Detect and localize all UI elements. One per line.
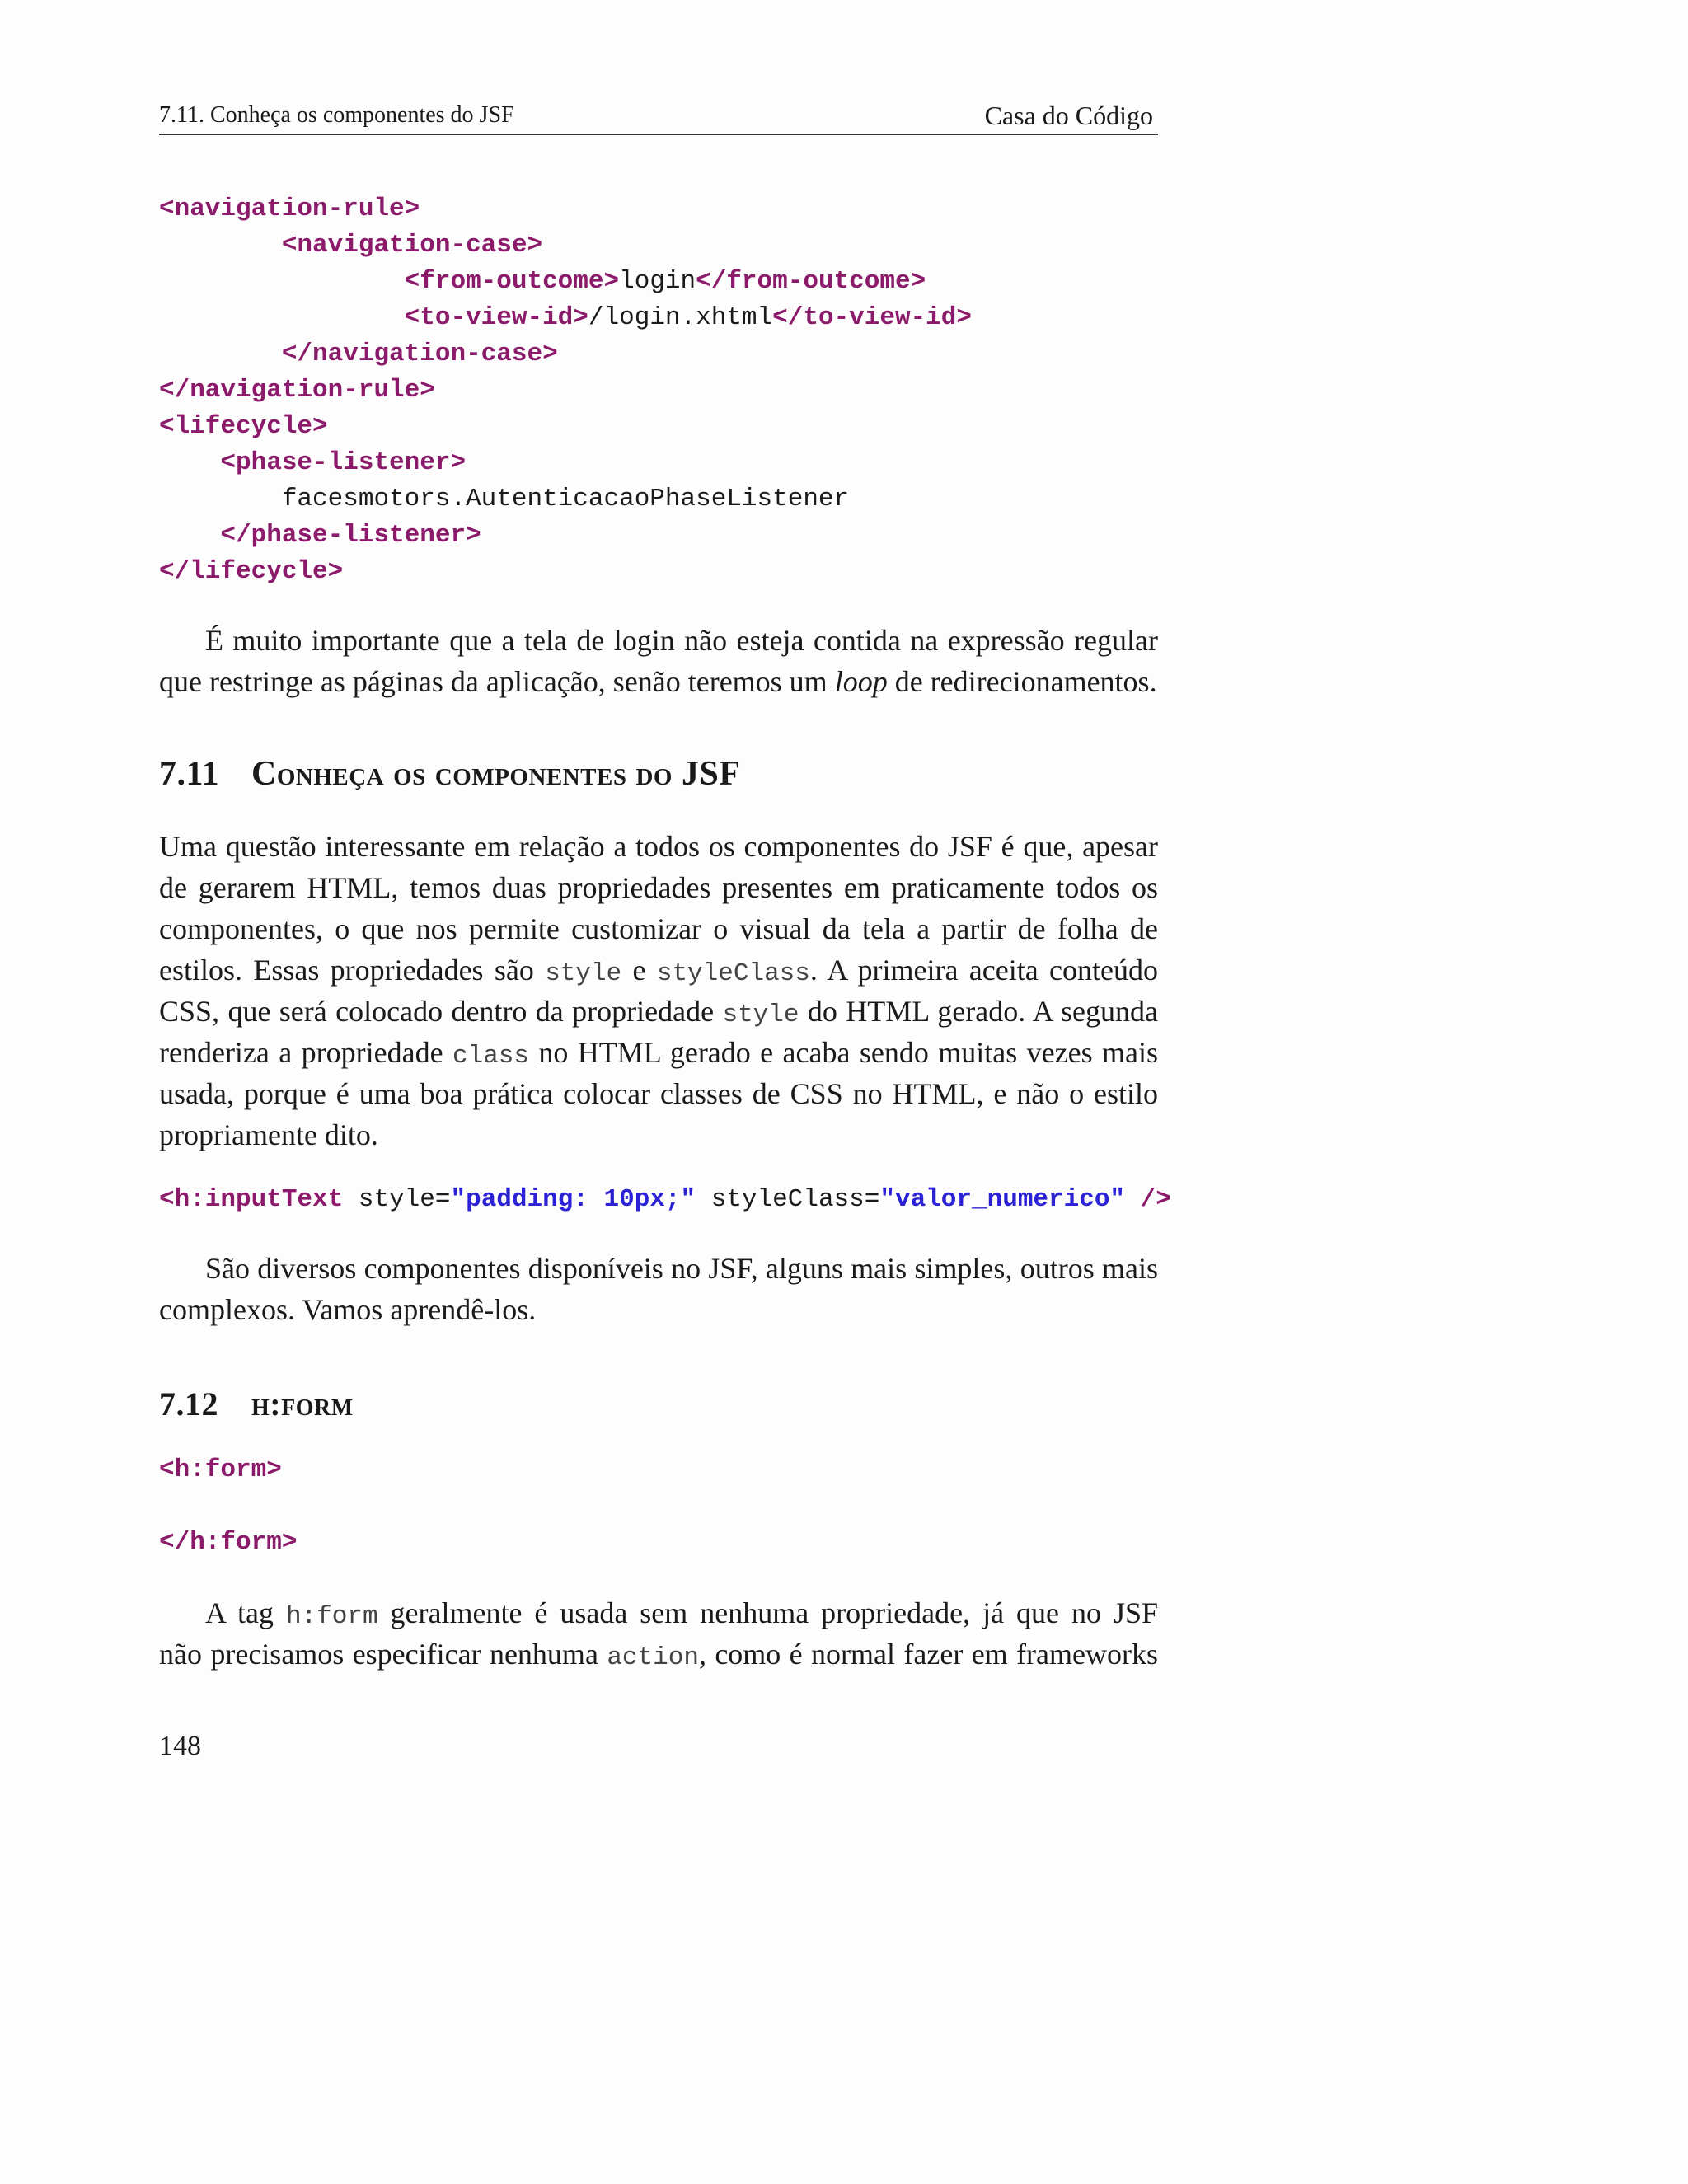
paragraph-line: É muito importante que a tela de login não esteja contida na expressão regular — [205, 624, 1158, 657]
section-heading-7-11 — [159, 754, 741, 794]
running-header — [159, 97, 1158, 135]
page-number: 148 — [159, 1731, 201, 1761]
paragraph-line: São diversos componentes disponíveis no JSF, alguns mais simples, outros mais — [205, 1252, 1158, 1285]
code-line: <from-outcome>login</from-outcome> — [404, 267, 926, 296]
header-section-title: 7.11. Conheça os componentes do JSF — [159, 102, 514, 128]
code-block-faces-config — [159, 191, 972, 590]
paragraph-line: renderiza a propriedade class no HTML gerado e acaba sendo muitas vezes mais — [159, 1036, 1158, 1071]
paragraph-line: CSS, que será colocado dentro da propriedade style do HTML gerado. A segunda — [159, 995, 1158, 1029]
paragraph-line: não precisamos especificar nenhuma action, como é normal fazer em frameworks — [159, 1638, 1158, 1672]
header-book-title: Casa do Código — [984, 101, 1153, 130]
code-line: </phase-listener> — [220, 521, 481, 550]
paragraph-line: Uma questão interessante em relação a todos os componentes do JSF é que, apesar — [159, 830, 1158, 863]
paragraph-line: de gerarem HTML, temos duas propriedades presentes em praticamente todos os — [159, 871, 1158, 904]
paragraph-components-list — [159, 1248, 1158, 1330]
paragraph-login-loop — [159, 620, 1158, 702]
paragraph-line: componentes, o que nos permite customizar o visual da tela a partir de folha de — [159, 912, 1158, 945]
code-line: <h:inputText style="padding: 10px;" styleClass="valor_numerico" /> — [159, 1185, 1171, 1214]
section-title: h:form — [251, 1385, 354, 1422]
section-title: Conheça os componentes do JSF — [251, 755, 741, 793]
code-line: </navigation-case> — [281, 340, 558, 368]
paragraph-components-intro — [159, 826, 1158, 1155]
paragraph-line: propriamente dito. — [159, 1118, 378, 1151]
paragraph-hform-usage — [159, 1592, 1158, 1675]
code-line: <h:form> — [159, 1455, 282, 1484]
code-line: </navigation-rule> — [159, 376, 435, 405]
code-line: <lifecycle> — [159, 412, 328, 441]
code-line: facesmotors.AutenticacaoPhaseListener — [281, 485, 850, 513]
code-line: </lifecycle> — [159, 557, 344, 586]
code-line: <phase-listener> — [220, 448, 467, 477]
paragraph-line: estilos. Essas propriedades são style e styleClass. A primeira aceita conteúdo — [159, 954, 1158, 988]
code-block-inputtext — [159, 1182, 1171, 1218]
section-number: 7.11 — [159, 755, 220, 793]
code-line: </h:form> — [159, 1528, 298, 1557]
code-line: <navigation-case> — [281, 231, 543, 260]
paragraph-line: complexos. Vamos aprendê-los. — [159, 1293, 537, 1326]
code-block-hform — [159, 1452, 297, 1561]
paragraph-line: que restringe as páginas da aplicação, senão teremos um loop de redirecionamentos. — [159, 665, 1157, 698]
paragraph-line: A tag h:form geralmente é usada sem nenhuma propriedade, já que no JSF — [205, 1596, 1158, 1631]
code-line — [159, 1488, 297, 1525]
section-number: 7.12 — [159, 1385, 218, 1422]
section-heading-7-12 — [159, 1385, 354, 1423]
code-line: <navigation-rule> — [159, 194, 420, 223]
paragraph-line: usada, porque é uma boa prática colocar classes de CSS no HTML, e não o estilo — [159, 1077, 1158, 1110]
code-line: <to-view-id>/login.xhtml</to-view-id> — [404, 303, 972, 332]
